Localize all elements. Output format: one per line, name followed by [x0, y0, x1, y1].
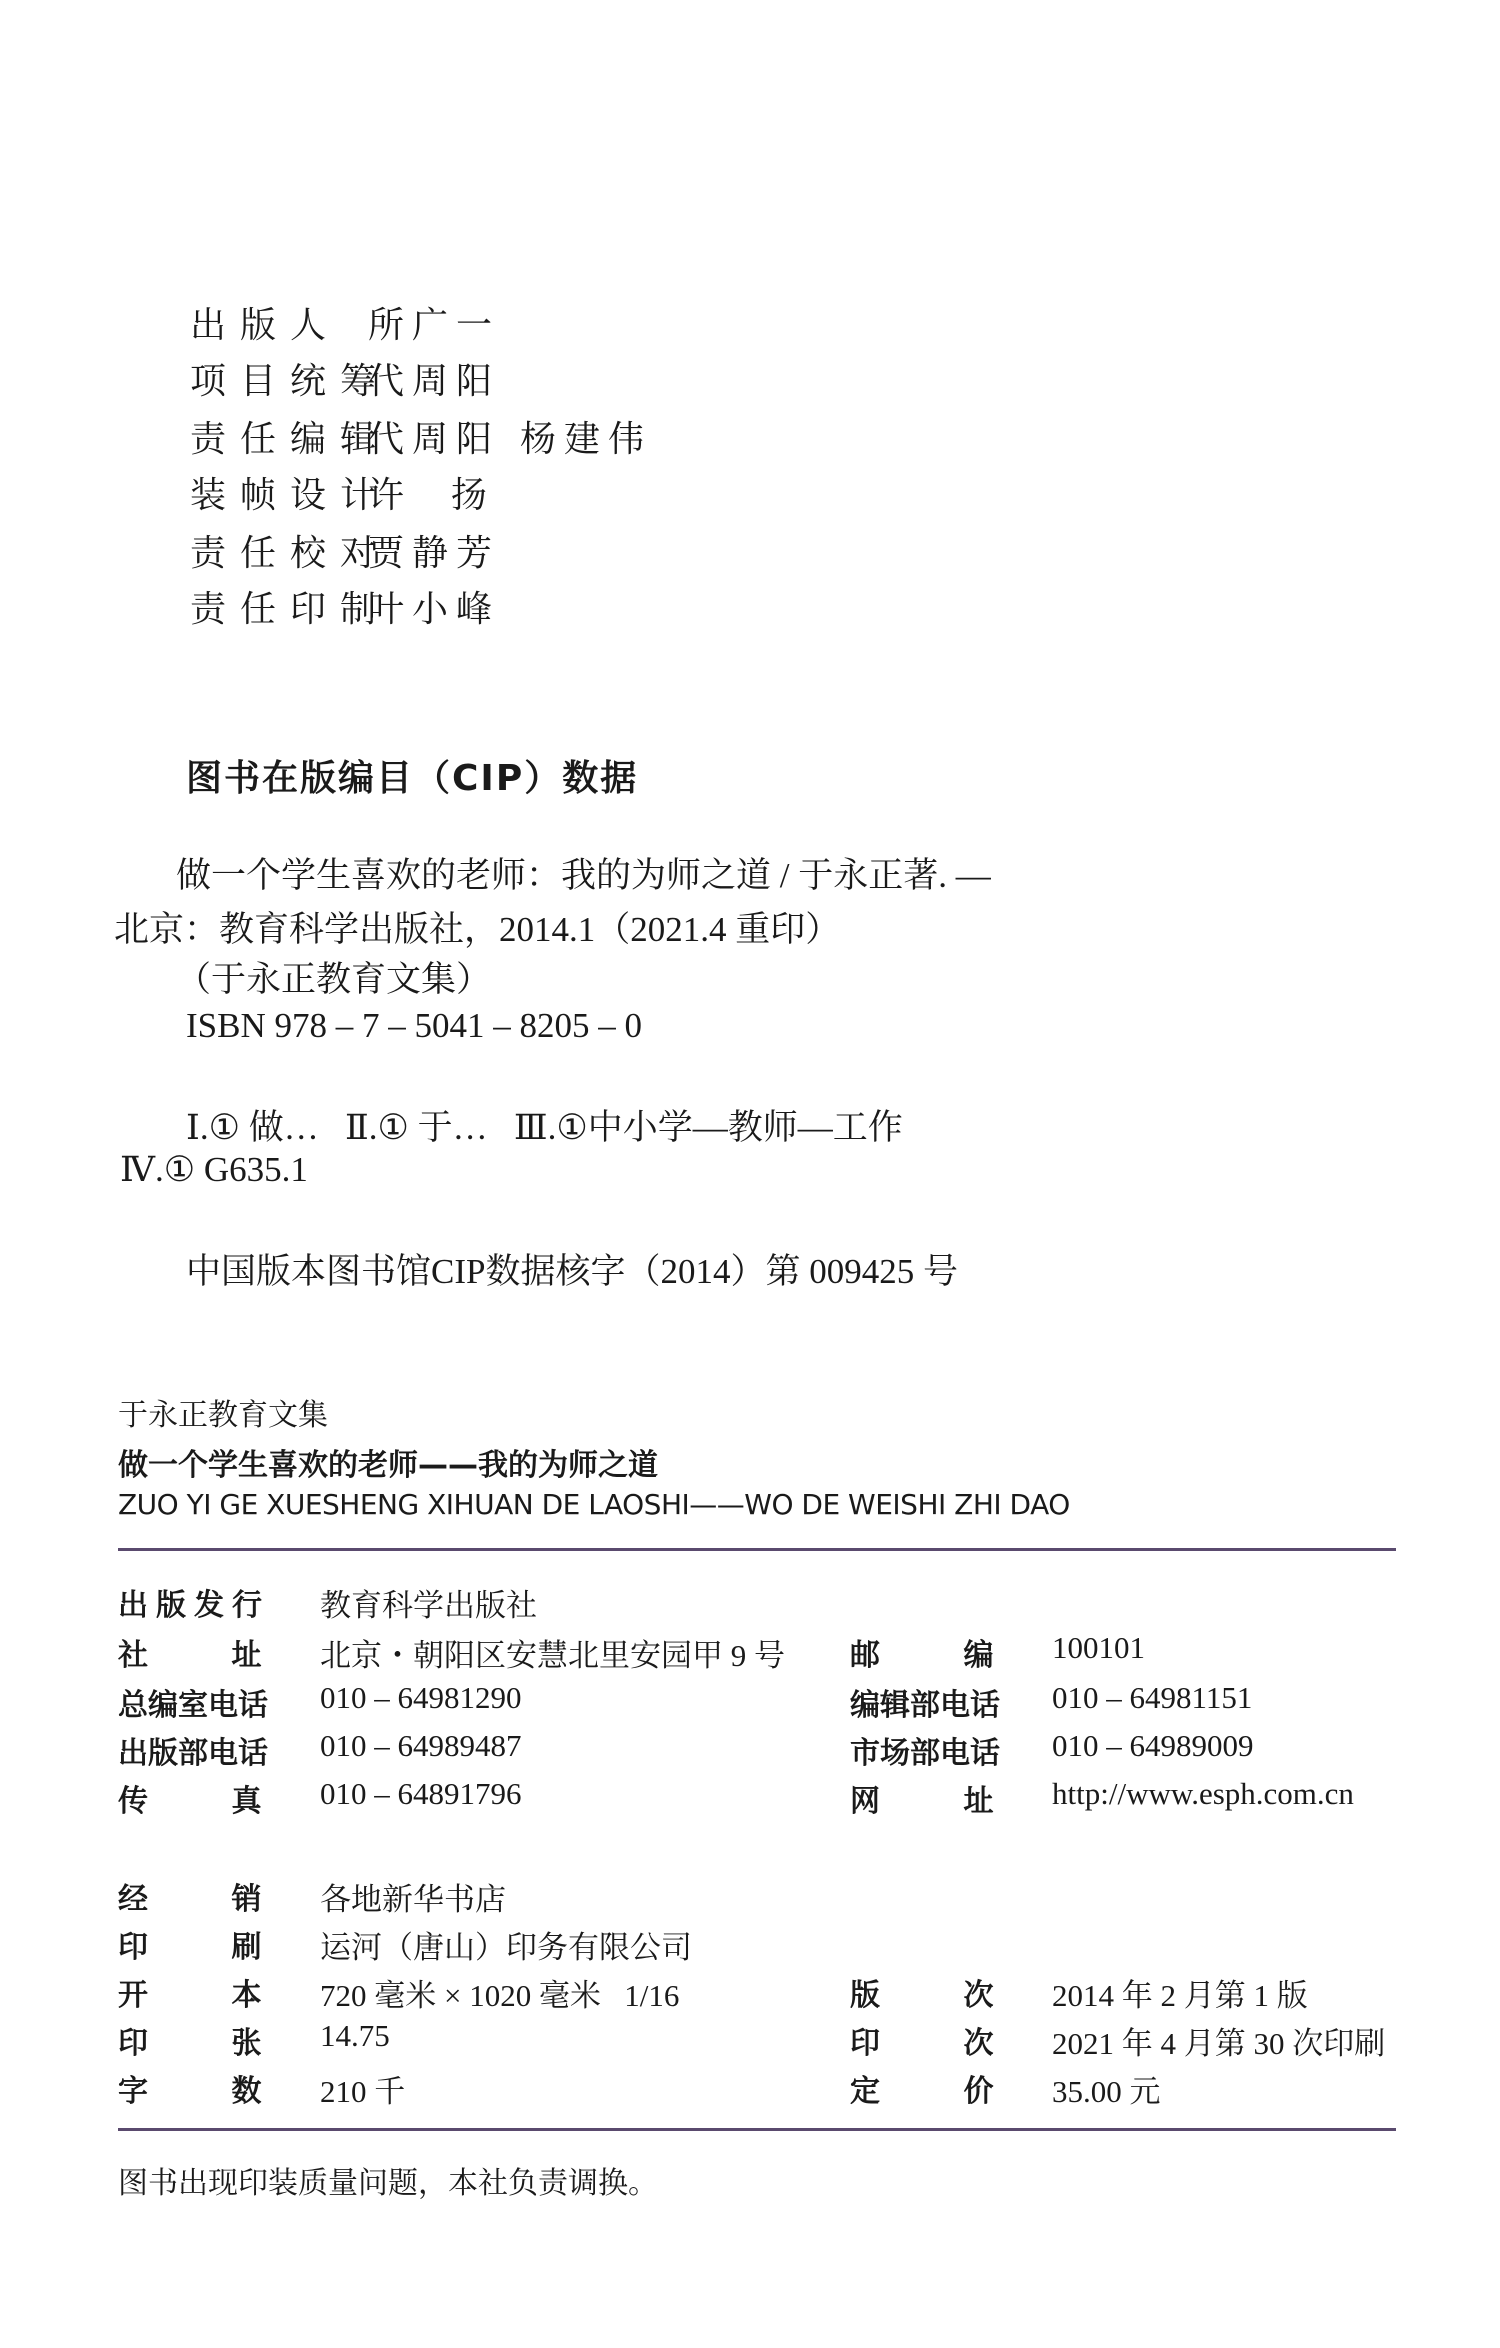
- book-title-cn: 做一个学生喜欢的老师——我的为师之道: [118, 1448, 658, 1483]
- staff-row: [0, 412, 1500, 468]
- website-label: 网 址: [850, 1784, 994, 1819]
- staff-label: 出版人: [190, 305, 341, 346]
- edition-label: 版 次: [850, 1978, 994, 2013]
- divider-bottom: [118, 2128, 1396, 2131]
- fax-label: 传 真: [118, 1784, 262, 1819]
- market-value: 010 – 64989009: [1052, 1728, 1254, 1763]
- cip-title: 图书在版编目（CIP）数据: [186, 758, 639, 799]
- words-label: 字 数: [118, 2074, 262, 2109]
- staff-row: [0, 582, 1500, 638]
- distributor-label: 经 销: [118, 1882, 262, 1917]
- words-value: 210 千: [320, 2074, 406, 2109]
- staff-row: [0, 468, 1500, 524]
- price-label: 定 价: [850, 2074, 994, 2109]
- publishing-label: 出版部电话: [118, 1736, 268, 1771]
- editor-office-label: 总编室电话: [118, 1688, 268, 1723]
- cip-line: 北京：教育科学出版社，2014.1（2021.4 重印）: [114, 910, 841, 949]
- cip-line: Ⅰ.① 做… Ⅱ.① 于… Ⅲ.①中小学—教师—工作: [186, 1108, 903, 1147]
- staff-label: 项目统筹: [190, 361, 391, 402]
- edition-value: 2014 年 2 月第 1 版: [1052, 1978, 1308, 2013]
- sheets-value: 14.75: [320, 2018, 390, 2053]
- cip-line: 做一个学生喜欢的老师：我的为师之道 / 于永正著. —: [176, 856, 991, 895]
- cip-line: ISBN 978 – 7 – 5041 – 8205 – 0: [186, 1006, 642, 1045]
- printer-label: 印 刷: [118, 1930, 262, 1965]
- cip-line: 中国版本图书馆CIP数据核字（2014）第 009425 号: [186, 1252, 958, 1291]
- staff-value: 代周阳: [368, 419, 501, 460]
- staff-label: 装帧设计: [190, 475, 391, 516]
- impression-value: 2021 年 4 月第 30 次印刷: [1052, 2026, 1386, 2061]
- divider-top: [118, 1548, 1396, 1551]
- postcode-label: 邮 编: [850, 1638, 994, 1673]
- staff-value: 所广一: [368, 305, 501, 346]
- sheets-label: 印 张: [118, 2026, 262, 2061]
- staff-label: 责任印制: [190, 589, 391, 630]
- staff-row: [0, 298, 1500, 354]
- staff-value: 贾静芳: [368, 533, 501, 574]
- price-value: 35.00 元: [1052, 2074, 1161, 2109]
- publisher-label: 出版发行: [118, 1588, 270, 1623]
- publisher-value: 教育科学出版社: [320, 1588, 537, 1623]
- fax-value: 010 – 64891796: [320, 1776, 522, 1811]
- staff-value: 叶小峰: [368, 589, 501, 630]
- postcode-value: 100101: [1052, 1630, 1145, 1665]
- staff-row: [0, 526, 1500, 582]
- editor-office-value: 010 – 64981290: [320, 1680, 522, 1715]
- format-value: 720 毫米 × 1020 毫米 1/16: [320, 1978, 680, 2013]
- market-label: 市场部电话: [850, 1736, 1000, 1771]
- staff-row: [0, 354, 1500, 410]
- format-label: 开 本: [118, 1978, 262, 2013]
- distributor-value: 各地新华书店: [320, 1882, 506, 1917]
- website-value: http://www.esph.com.cn: [1052, 1776, 1354, 1811]
- quality-note: 图书出现印装质量问题，本社负责调换。: [118, 2166, 658, 2201]
- staff-value: 代周阳: [368, 361, 501, 402]
- impression-label: 印 次: [850, 2026, 994, 2061]
- address-label: 社 址: [118, 1638, 262, 1673]
- editorial-label: 编辑部电话: [850, 1688, 1000, 1723]
- address-value: 北京・朝阳区安慧北里安园甲 9 号: [320, 1638, 785, 1673]
- editorial-value: 010 – 64981151: [1052, 1680, 1253, 1715]
- staff-label: 责任校对: [190, 533, 391, 574]
- cip-line: Ⅳ.① G635.1: [120, 1150, 308, 1189]
- series-name: 于永正教育文集: [118, 1398, 328, 1433]
- cip-line: （于永正教育文集）: [176, 960, 492, 999]
- printer-value: 运河（唐山）印务有限公司: [320, 1930, 692, 1965]
- book-title-pinyin: ZUO YI GE XUESHENG XIHUAN DE LAOSHI——WO DE WEISHI ZHI DAO: [118, 1488, 1070, 1521]
- staff-value-2: 杨建伟: [520, 419, 653, 460]
- staff-value: 许 扬: [368, 475, 495, 516]
- publishing-value: 010 – 64989487: [320, 1728, 522, 1763]
- staff-label: 责任编辑: [190, 419, 391, 460]
